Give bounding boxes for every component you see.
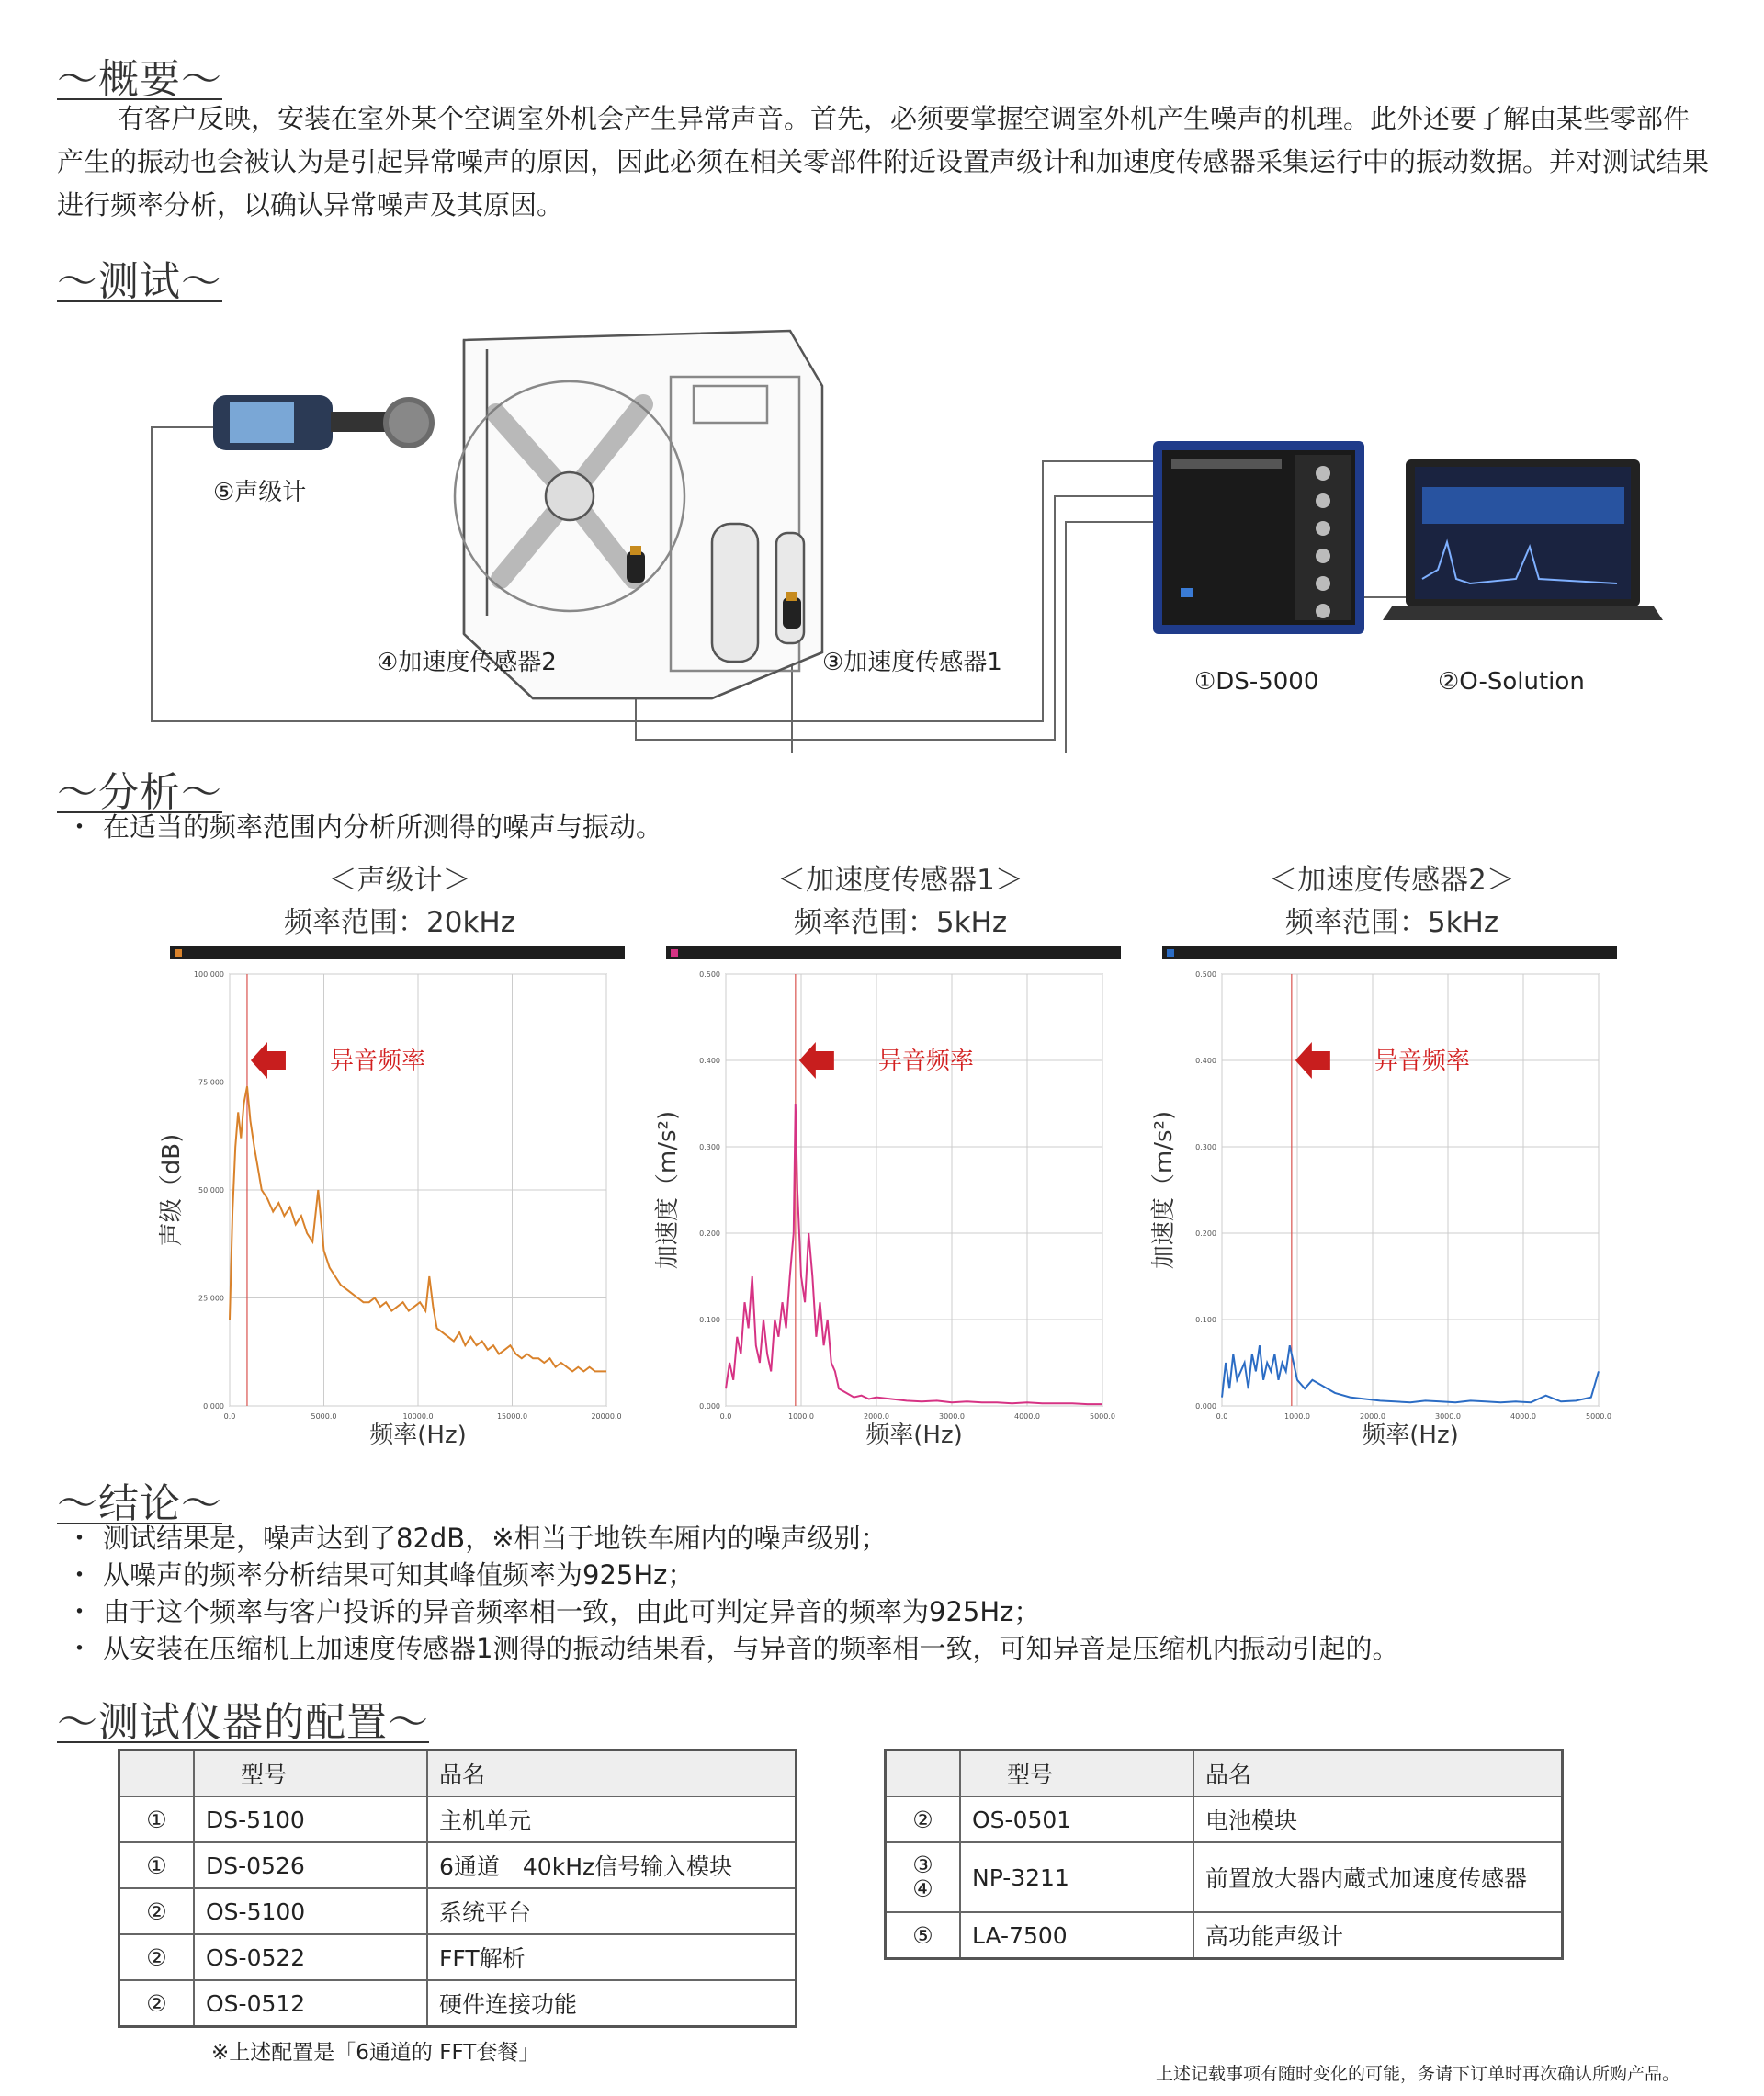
conclusion-bullet-4: ・ 从安装在压缩机上加速度传感器1测得的振动结果看，与异音的频率相一致，可知异音是压缩机内振动引起的。 — [66, 1633, 1399, 1664]
config-table-left — [118, 1749, 797, 2028]
table-row: ② OS-0522 FFT解析 — [119, 1934, 797, 1980]
analysis-bullet: ・ 在适当的频率范围内分析所测得的噪声与振动。 — [66, 811, 663, 843]
x-tick-label: 5000.0 — [1090, 1412, 1115, 1421]
config-note: ※上述配置是「6通道的 FFT套餐」 — [211, 2041, 540, 2065]
chart2-heading: ＜加速度传感器1＞ 频率范围：5kHz — [777, 864, 1023, 939]
x-tick-label: 1000.0 — [788, 1412, 814, 1421]
test-title: ～测试～ — [57, 258, 222, 305]
label-accel-2: ④加速度传感器2 — [377, 649, 557, 676]
chart-accel-2 — [1139, 946, 1626, 1461]
x-axis-label: 频率(Hz) — [865, 1422, 963, 1449]
label-osolution: ②O-Solution — [1438, 668, 1585, 696]
chart-title-bar — [1162, 946, 1617, 959]
conclusion-bullet-1: ・ 测试结果是，噪声达到了82dB，※相当于地铁车厢内的噪声级别； — [66, 1523, 888, 1554]
table-row: ② OS-5100 系统平台 — [119, 1888, 797, 1934]
analysis-title: ～分析～ — [57, 769, 222, 816]
x-axis-label: 频率(Hz) — [1362, 1422, 1459, 1449]
conclusion-bullet-3: ・ 由于这个频率与客户投诉的异音频率相一致，由此可判定异音的频率为925Hz； — [66, 1596, 1041, 1627]
x-tick-label: 2000.0 — [1360, 1412, 1385, 1421]
series-swatch — [175, 949, 182, 957]
y-tick-label: 0.000 — [203, 1402, 224, 1411]
x-tick-label: 2000.0 — [864, 1412, 889, 1421]
footnote: 上述记载事项有随时变化的可能，务请下订单时再次确认所购产品。 — [1156, 2064, 1680, 2084]
chart1-heading: ＜声级计＞ 频率范围：20kHz — [284, 864, 515, 939]
y-tick-label: 0.100 — [699, 1316, 720, 1324]
table-header-row: 型号 品名 — [886, 1750, 1563, 1797]
y-tick-label: 100.000 — [193, 970, 224, 979]
overview-title: ～概要～ — [57, 56, 222, 103]
x-tick-label: 1000.0 — [1284, 1412, 1310, 1421]
y-tick-label: 25.000 — [198, 1294, 224, 1303]
plot-area — [1222, 974, 1599, 1406]
series-swatch — [1167, 949, 1174, 957]
chart-accel-1 — [643, 946, 1130, 1461]
chart-title-bar — [666, 946, 1121, 959]
series-swatch — [671, 949, 678, 957]
y-tick-label: 0.100 — [1195, 1316, 1216, 1324]
table-row: ⑤ LA-7500 高功能声级计 — [886, 1912, 1563, 1959]
y-tick-label: 0.300 — [699, 1143, 720, 1151]
x-tick-label: 4000.0 — [1014, 1412, 1040, 1421]
label-accel-1: ③加速度传感器1 — [822, 649, 1002, 676]
ds5000-icon — [1153, 441, 1364, 634]
x-axis-label: 频率(Hz) — [369, 1422, 467, 1449]
table-row: ① DS-5100 主机单元 — [119, 1796, 797, 1842]
x-tick-label: 0.0 — [223, 1412, 236, 1421]
y-tick-label: 0.200 — [699, 1229, 720, 1238]
chart3-heading: ＜加速度传感器2＞ 频率范围：5kHz — [1269, 864, 1515, 939]
y-tick-label: 50.000 — [198, 1186, 224, 1195]
x-tick-label: 4000.0 — [1510, 1412, 1536, 1421]
conclusion-bullet-2: ・ 从噪声的频率分析结果可知其峰值频率为925Hz； — [66, 1559, 695, 1591]
y-tick-label: 0.500 — [1195, 970, 1216, 979]
marker-label: 异音频率 — [329, 1048, 425, 1075]
label-sound-level-meter: ⑤声级计 — [213, 479, 307, 506]
sound-level-meter-icon — [213, 395, 435, 450]
y-tick-label: 0.200 — [1195, 1229, 1216, 1238]
conclusion-title: ～结论～ — [57, 1480, 222, 1527]
x-tick-label: 3000.0 — [1435, 1412, 1461, 1421]
y-tick-label: 0.300 — [1195, 1143, 1216, 1151]
x-tick-label: 5000.0 — [311, 1412, 337, 1421]
table-row: ① DS-0526 6通道 40kHz信号输入模块 — [119, 1842, 797, 1888]
y-tick-label: 0.400 — [1195, 1057, 1216, 1065]
y-axis-label: 加速度（m/s²) — [654, 1110, 682, 1270]
y-axis-label: 加速度（m/s²) — [1150, 1110, 1178, 1270]
marker-label: 异音频率 — [1374, 1048, 1470, 1075]
table-row: ② OS-0501 电池模块 — [886, 1796, 1563, 1842]
chart-sound-level — [147, 946, 634, 1461]
x-tick-label: 0.0 — [1216, 1412, 1228, 1421]
plot-area — [726, 974, 1102, 1406]
marker-label: 异音频率 — [877, 1048, 974, 1075]
y-axis-label: 声级（dB) — [158, 1133, 186, 1247]
x-tick-label: 20000.0 — [591, 1412, 622, 1421]
y-tick-label: 0.000 — [699, 1402, 720, 1411]
y-tick-label: 0.400 — [699, 1057, 720, 1065]
x-tick-label: 3000.0 — [939, 1412, 965, 1421]
chart-title-bar — [170, 946, 625, 959]
table-header-row: 型号 品名 — [119, 1750, 797, 1797]
label-ds5000: ①DS-5000 — [1194, 668, 1319, 696]
y-tick-label: 0.500 — [699, 970, 720, 979]
overview-text: 有客户反映，安装在室外某个空调室外机会产生异常声音。首先，必须要掌握空调室外机产生噪声的机理。此外还要了解由某些零部件产生的振动也会被认为是引起异常噪声的原因，因此必须在相关零部件附近设置声级计和加速度传感器采集运行中的振动数据。并对测试结果进行频率分析，以确认异常噪声及其原因。 — [57, 103, 1710, 221]
x-tick-label: 5000.0 — [1586, 1412, 1611, 1421]
y-tick-label: 75.000 — [198, 1078, 224, 1087]
y-tick-label: 0.000 — [1195, 1402, 1216, 1411]
x-tick-label: 15000.0 — [496, 1412, 528, 1421]
table-row: ② OS-0512 硬件连接功能 — [119, 1980, 797, 2027]
x-tick-label: 10000.0 — [402, 1412, 434, 1421]
config-title: ～测试仪器的配置～ — [57, 1699, 429, 1746]
x-tick-label: 0.0 — [719, 1412, 732, 1421]
table-row: ③ ④ NP-3211 前置放大器内蔵式加速度传感器 — [886, 1842, 1563, 1912]
laptop-icon — [1383, 459, 1663, 620]
config-table-right — [884, 1749, 1564, 1960]
